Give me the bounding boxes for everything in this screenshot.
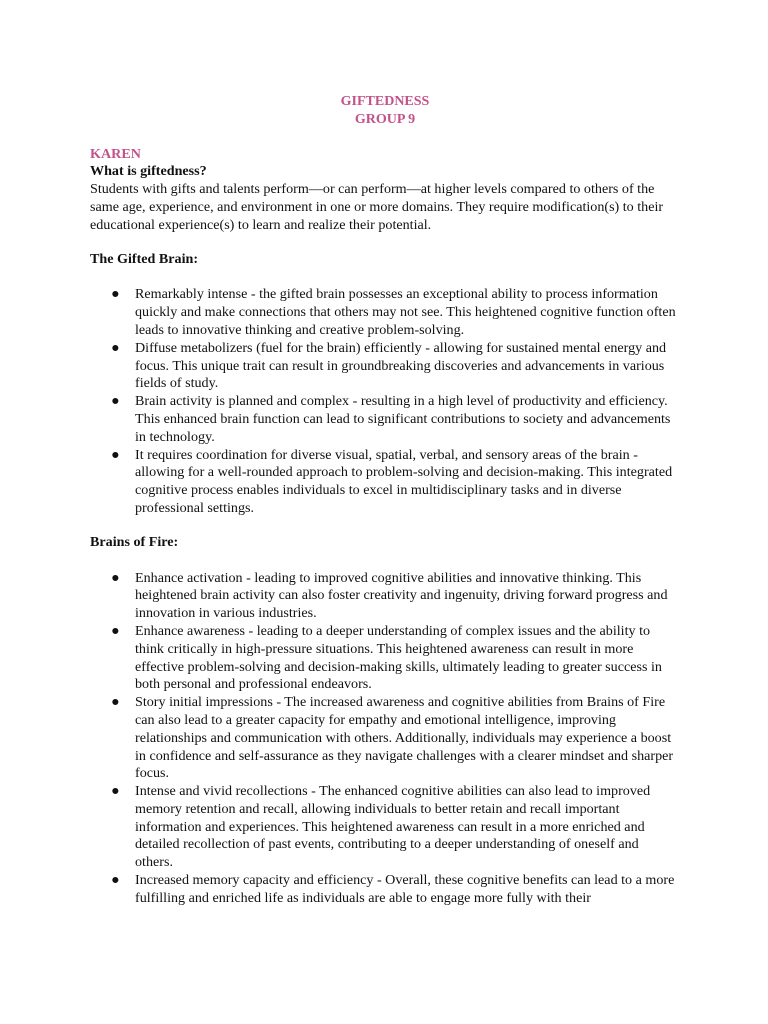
list-item-text: Intense and vivid recollections - The enhanced cognitive abilities can also lead to improved memory retention and recall, allowing individuals to better retain and recall important information and experiences. This heightened awareness can result in a more enriched and detailed recollection of past events, contributing to a deeper understanding of oneself and others. [135, 783, 651, 871]
list-item [90, 447, 680, 518]
document-page [90, 93, 680, 908]
list-item [90, 694, 680, 783]
bullet-icon: ● [111, 872, 120, 889]
list-item-text: Enhance activation - leading to improved cognitive abilities and innovative thinking. This heightened brain activity can also foster creativity and ingenuity, driving forward progress and innovation in various industries. [135, 569, 668, 622]
list-item-text: Enhance awareness - leading to a deeper understanding of complex issues and the ability to think critically in high-pressure situations. This heightened awareness can result in more effective problem-solving and decision-making skills, ultimately leading to greater success in both personal and professional endeavors. [135, 622, 662, 693]
document-subtitle: GROUP 9 [354, 111, 416, 127]
list-item-text: It requires coordination for diverse visual, spatial, verbal, and sensory areas of the brain - allowing for a well-rounded approach to problem-solving and decision-making. This integrated cognitive process enables individuals to excel in multidisciplinary tasks and in diverse professional settings. [135, 446, 673, 516]
list-item-text: Increased memory capacity and efficiency - Overall, these cognitive benefits can lead to a more fulfilling and enriched life as individuals are able to engage more fully with their [135, 872, 675, 906]
brains-of-fire-heading: Brains of Fire: [90, 533, 179, 550]
bullet-icon: ● [111, 569, 120, 586]
list-item [90, 340, 680, 393]
bullet-icon: ● [111, 339, 120, 356]
list-item [90, 286, 680, 339]
bullet-icon: ● [111, 694, 120, 711]
list-item [90, 783, 680, 872]
gifted-brain-heading: The Gifted Brain: [90, 250, 199, 267]
list-item-text: Remarkably intense - the gifted brain possesses an exceptional ability to process information quickly and make connections that others may not see. This heightened cognitive function often leads to innovative thinking and creative problem-solving. [135, 286, 676, 338]
brains-of-fire-list [90, 570, 680, 908]
list-item [90, 570, 680, 623]
list-item [90, 872, 680, 908]
document-title: GIFTEDNESS [340, 94, 430, 109]
list-item [90, 623, 680, 694]
bullet-icon: ● [111, 783, 120, 800]
question-heading: What is giftedness? [90, 163, 207, 180]
gifted-brain-list [90, 286, 680, 517]
bullet-icon: ● [111, 622, 120, 639]
list-item [90, 393, 680, 446]
list-item-text: Diffuse metabolizers (fuel for the brain) efficiently - allowing for sustained mental energy and focus. This unique trait can result in groundbreaking discoveries and advancements in various fields of study. [135, 339, 667, 392]
definition-paragraph: Students with gifts and talents perform—or can perform—at higher levels compared to others of the same age, experience, and environment in one or more domains. They require modification(s) to their educational experience(s) to learn and realize their potential. [90, 181, 664, 233]
author-name: KAREN [90, 145, 141, 162]
bullet-icon: ● [111, 393, 120, 410]
list-item-text: Story initial impressions - The increased awareness and cognitive abilities from Brains of Fire can also lead to a greater capacity for empathy and emotional intelligence, improving relationships and communication with others. Additionally, individuals may experience a boost in confidence and self-assurance as they navigate challenges with a clearer mindset and sharper focus. [135, 694, 674, 782]
bullet-icon: ● [111, 286, 120, 303]
bullet-icon: ● [111, 446, 120, 463]
list-item-text: Brain activity is planned and complex - resulting in a high level of productivity and efficiency. This enhanced brain function can lead to significant contributions to society and advancements in technology. [135, 393, 671, 445]
